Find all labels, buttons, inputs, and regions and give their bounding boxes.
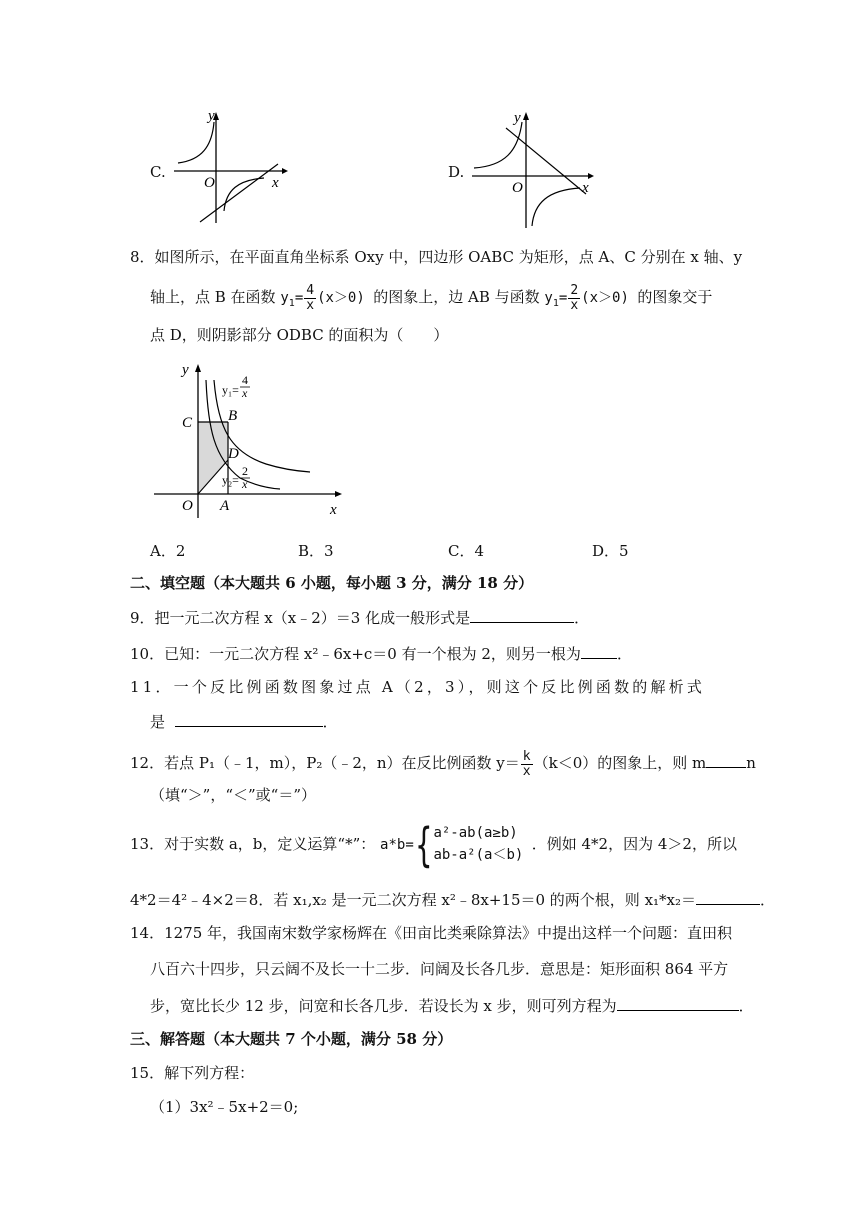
x-axis-label: x bbox=[272, 175, 279, 191]
curve1-label: y₁= bbox=[222, 383, 239, 397]
hyperbola-branch-q2 bbox=[178, 122, 214, 163]
function-y1-4-over-x: $y_1=$ $\frac{4}{x}$ (x＞0) bbox=[280, 283, 365, 313]
origin-label: O bbox=[182, 498, 193, 514]
q11-answer-blank[interactable] bbox=[175, 712, 323, 727]
q15-title: 15．解下列方程： bbox=[130, 1064, 255, 1082]
q13-line2: 4*2＝4²﹣4×2＝8．若 x₁,x₂ 是一元二次方程 x²﹣8x+15＝0 的两个根，则 x₁*x₂＝ ． bbox=[130, 891, 776, 909]
x-axis-label: x bbox=[330, 502, 337, 518]
q14-line2: 八百六十四步，只云阔不及长一十二步．问阔及长各几步．意思是：矩形面积 864 平方 bbox=[150, 960, 729, 978]
q11-line1: 11．一个反比例函数图象过点 A（2，3），则这个反比例函数的解析式 bbox=[130, 678, 706, 696]
y-axis-label: y bbox=[514, 110, 521, 126]
origin-label: O bbox=[512, 180, 523, 196]
option-c-label: C. bbox=[150, 163, 166, 181]
q12-line2: （填“＞”，“＜”或“＝”） bbox=[150, 786, 317, 804]
q8-line1: 8．如图所示，在平面直角坐标系 Oxy 中，四边形 OABC 为矩形，点 A、C 分别在 x 轴、y bbox=[130, 248, 743, 266]
function-y1-2-over-x: $y_1=$ $\frac{2}{x}$ (x＞0) bbox=[544, 283, 629, 313]
hyperbola-branch-q2 bbox=[474, 122, 522, 168]
q8-option-c[interactable]: C．4 bbox=[448, 542, 485, 560]
y-axis-label: y bbox=[182, 362, 189, 378]
point-d-label: D bbox=[228, 446, 239, 462]
y-axis-label: y bbox=[208, 108, 215, 124]
curve2-label: y₂= bbox=[222, 473, 239, 487]
curve2-den: x bbox=[242, 477, 248, 491]
origin-label: O bbox=[204, 175, 215, 191]
section2-title: 二、填空题（本大题共 6 小题，每小题 3 分，满分 18 分） bbox=[130, 574, 534, 592]
q8-option-a[interactable]: A．2 bbox=[150, 542, 186, 560]
q15-item1: （1）3x²﹣5x+2＝0; bbox=[150, 1098, 299, 1116]
section3-title: 三、解答题（本大题共 7 个小题，满分 58 分） bbox=[130, 1030, 453, 1048]
curve2-num: 2 bbox=[242, 464, 248, 478]
q14-line1: 14．1275 年，我国南宋数学家杨辉在《田亩比类乘除算法》中提出这样一个问题：直田积 bbox=[130, 924, 733, 942]
q8-line3: 点 D，则阴影部分 ODBC 的面积为（ ） bbox=[150, 326, 449, 344]
option-d-label: D. bbox=[448, 163, 465, 181]
q10: 10．已知：一元二次方程 x²﹣6x+c＝0 有一个根为 2，则另一根为 ． bbox=[130, 645, 632, 663]
q8-line2: 轴上，点 B 在函数 $y_1=$ $\frac{4}{x}$ (x＞0) 的图象上，边 AB 与函数 $y_1=$ $\frac{2}{x}$ (x＞0) 的图象交于 bbox=[150, 283, 713, 313]
hyperbola-branch-q4 bbox=[224, 178, 264, 211]
y-axis-arrow bbox=[523, 112, 529, 120]
option-d-graph bbox=[470, 108, 600, 233]
q13-answer-blank[interactable] bbox=[696, 890, 760, 905]
point-b-label: B bbox=[228, 408, 238, 424]
x-axis-arrow bbox=[335, 491, 342, 497]
q9: 9．把一元二次方程 x（x﹣2）＝3 化成一般形式是 ． bbox=[130, 609, 590, 627]
x-axis-arrow bbox=[282, 168, 288, 174]
q8-option-b[interactable]: B．3 bbox=[298, 542, 334, 560]
q14-line3: 步，宽比长少 12 步，问宽和长各几步．若设长为 x 步，则可列方程为 ． bbox=[150, 997, 754, 1015]
q8-option-d[interactable]: D．5 bbox=[592, 542, 629, 560]
q10-answer-blank[interactable] bbox=[581, 644, 617, 659]
straight-line bbox=[200, 164, 278, 222]
option-c-graph bbox=[172, 108, 292, 228]
point-a-label: A bbox=[220, 498, 230, 514]
q8-figure bbox=[150, 358, 350, 518]
x-axis-arrow bbox=[588, 173, 594, 179]
curve1-den: x bbox=[242, 386, 248, 400]
y-axis-arrow bbox=[195, 364, 201, 372]
q14-answer-blank[interactable] bbox=[617, 996, 739, 1011]
q13-line1: 13．对于实数 a，b，定义运算“*”： a*b={ a²-ab(a≥b) ab-a²(a＜b) ．例如 4*2，因为 4＞2，所以 bbox=[130, 818, 737, 872]
q13-operation-definition: a*b={ a²-ab(a≥b) ab-a²(a＜b) bbox=[380, 818, 524, 872]
q11-line2: 是 ． bbox=[150, 713, 338, 731]
q12-answer-blank[interactable] bbox=[706, 753, 746, 768]
q9-answer-blank[interactable] bbox=[470, 608, 574, 623]
hyperbola-branch-q4 bbox=[532, 188, 580, 226]
q12-line1: 12．若点 P₁（﹣1，m），P₂（﹣2，n）在反比例函数 y＝ $\frac{k}{x}$ （k＜0）的图象上，则 m n bbox=[130, 749, 756, 779]
point-c-label: C bbox=[182, 415, 193, 431]
x-axis-label: x bbox=[582, 180, 589, 196]
curve1-num: 4 bbox=[242, 373, 248, 387]
